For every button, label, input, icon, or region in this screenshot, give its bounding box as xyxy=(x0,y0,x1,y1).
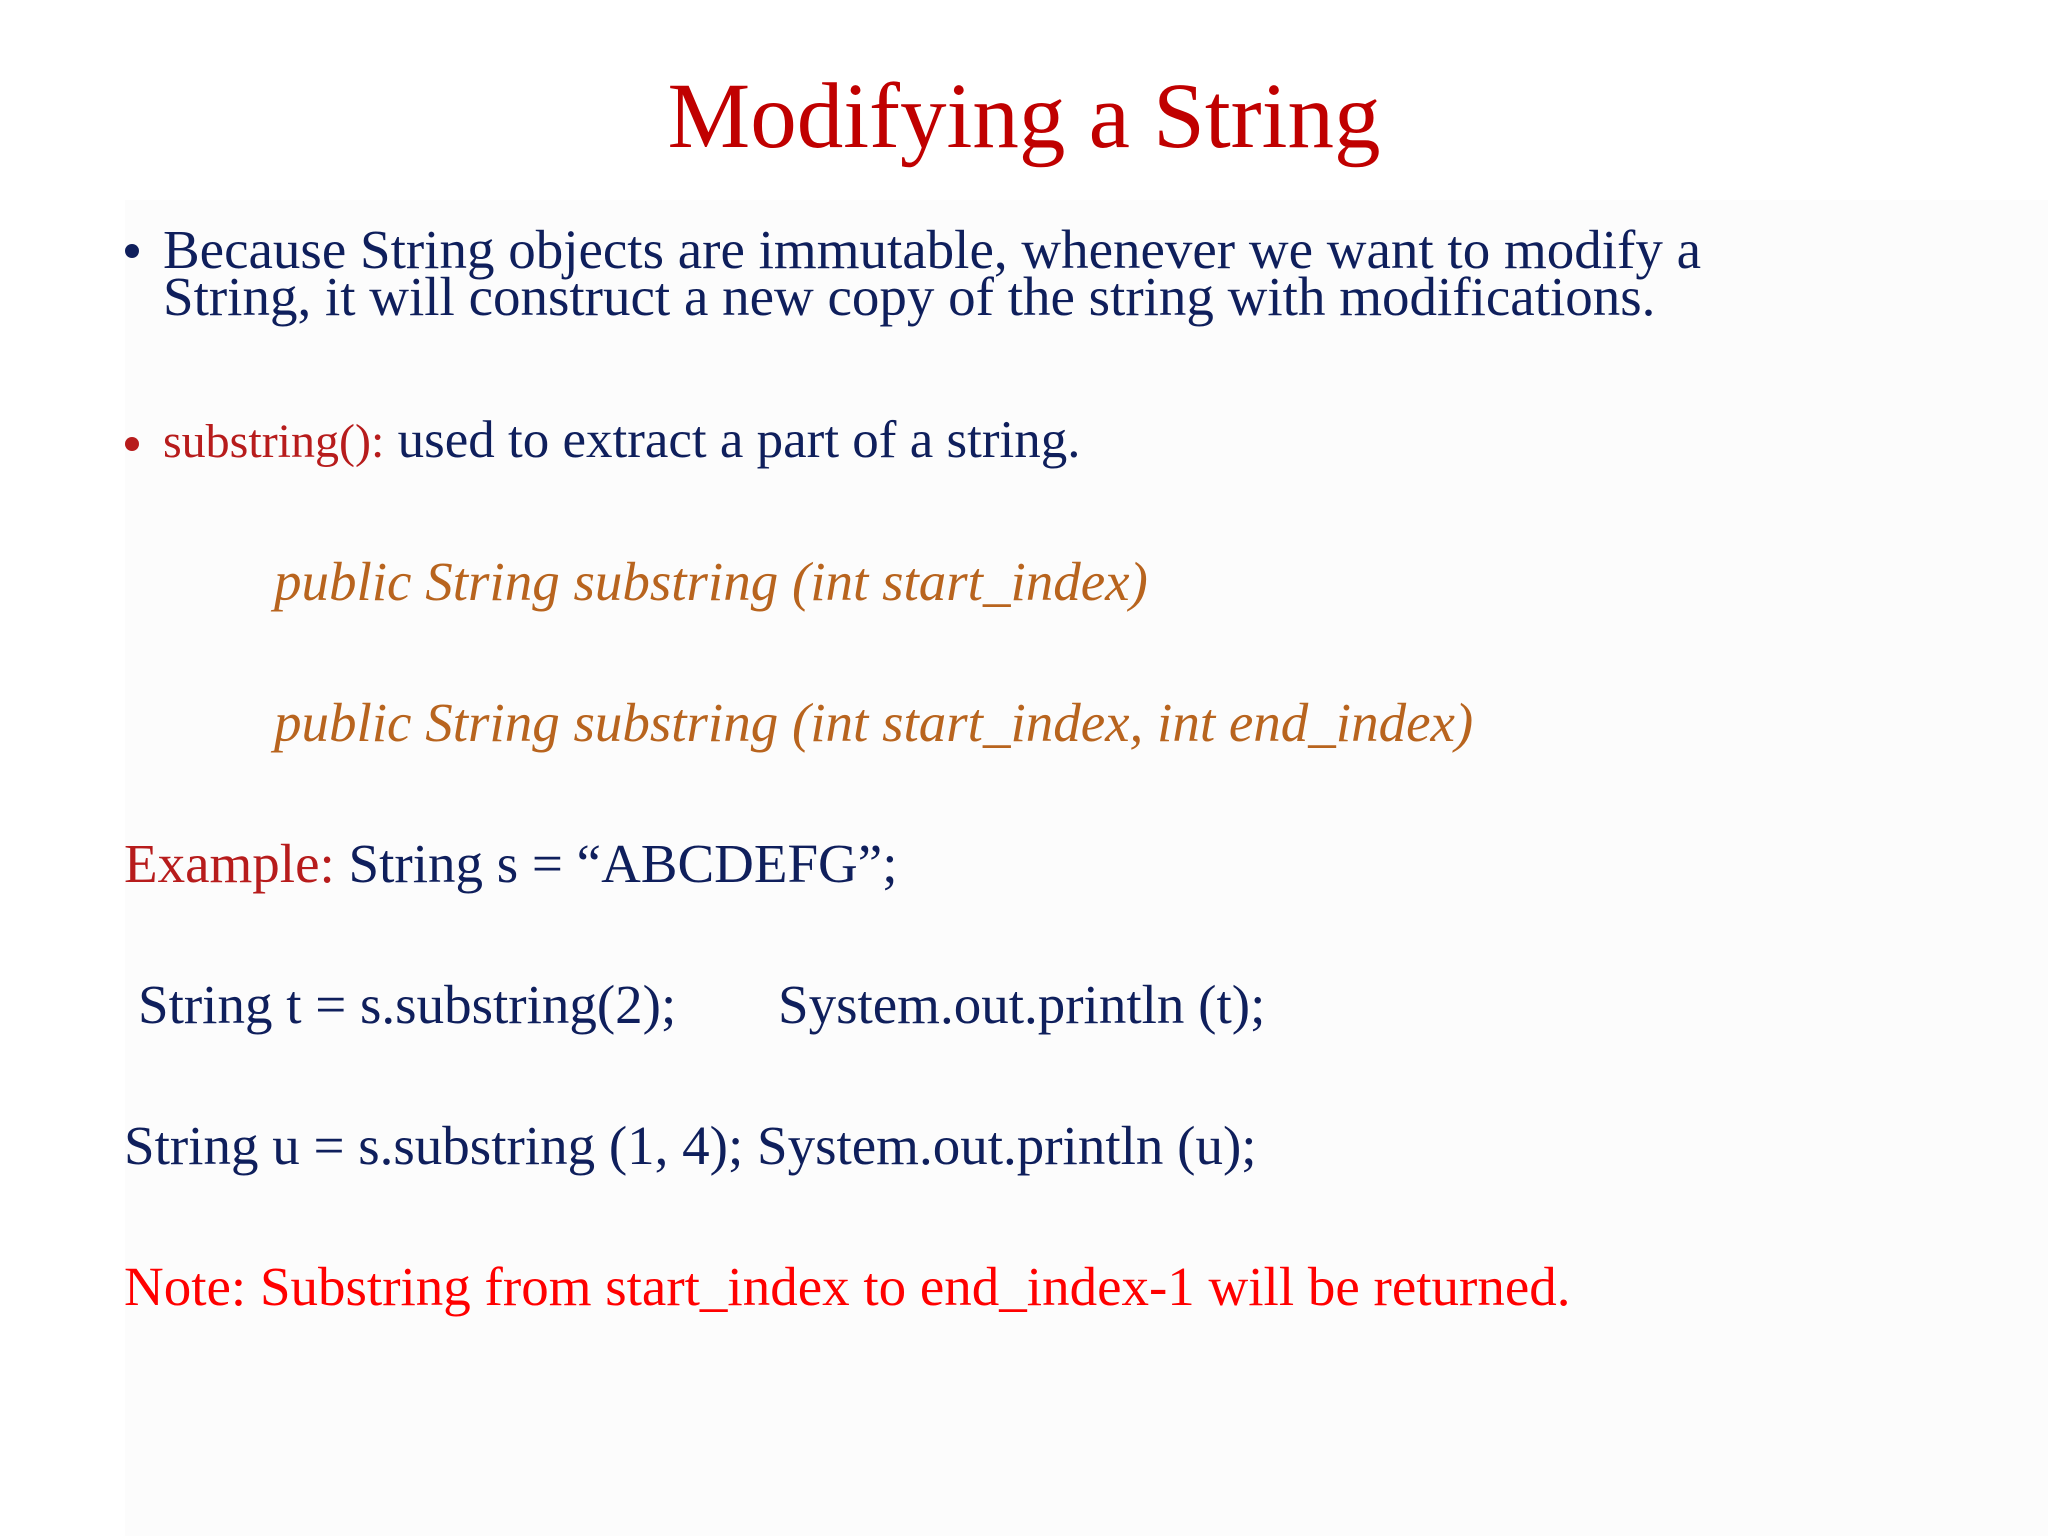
bullet1-line1: Because String objects are immutable, whenever we want to modify a xyxy=(163,219,1701,280)
code-t-assign: String t = s.substring(2); xyxy=(138,974,677,1035)
signature-2: public String substring (int start_index, int end_index) xyxy=(274,692,1474,753)
bullet1-line2: String, it will construct a new copy of the string with modifications. xyxy=(163,266,1656,327)
example-label: Example: xyxy=(124,833,335,894)
example-line xyxy=(124,834,897,894)
code-u-line: String u = s.substring (1, 4); System.out.println (u); xyxy=(124,1115,1257,1176)
code-t-print: System.out.println (t); xyxy=(778,974,1266,1035)
bullet-dot-icon xyxy=(125,437,139,451)
bullet2 xyxy=(163,410,1080,472)
slide-title: Modifying a String xyxy=(667,65,1381,168)
example-code: String s = “ABCDEFG”; xyxy=(334,833,898,894)
bullet2-text: used to extract a part of a string. xyxy=(384,411,1081,469)
bullet-dot-icon xyxy=(125,244,139,258)
note-text: Note: Substring from start_index to end_index-1 will be returned. xyxy=(124,1256,1571,1317)
bullet2-keyword: substring(): xyxy=(163,415,385,468)
signature-1: public String substring (int start_index) xyxy=(274,551,1148,612)
